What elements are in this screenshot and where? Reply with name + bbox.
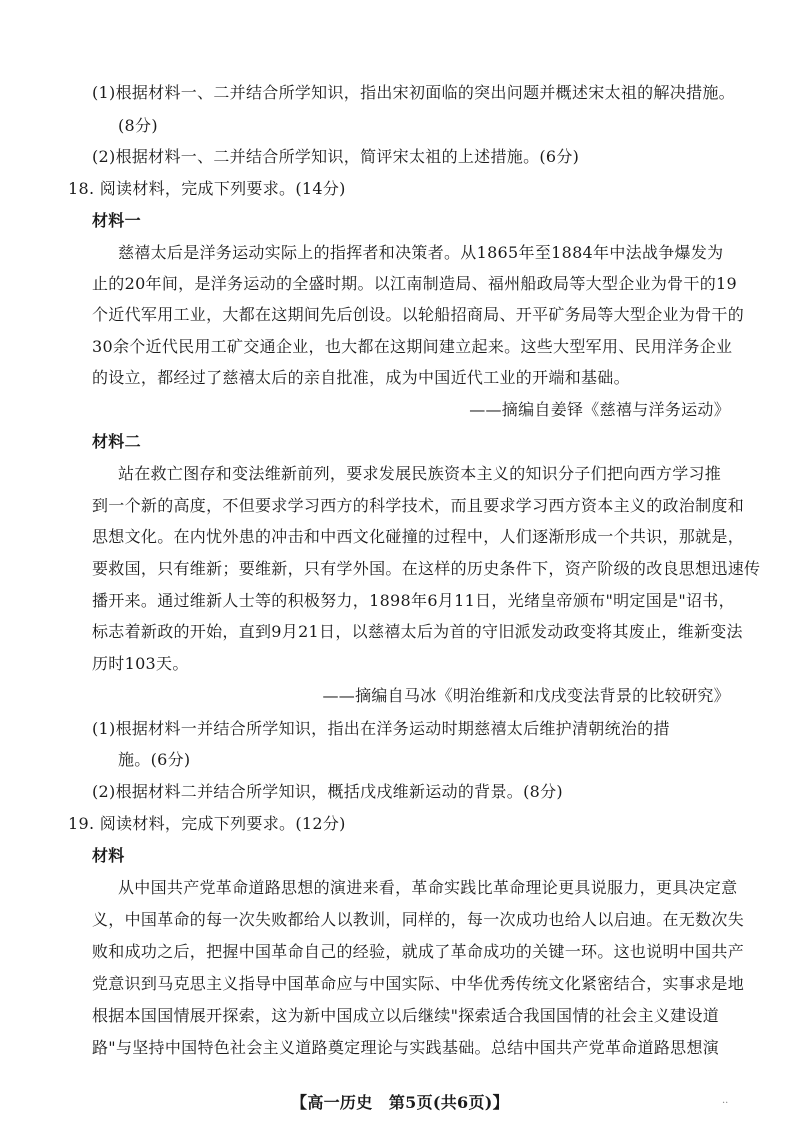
q18-material1-line: 止的20年间，是洋务运动的全盛时期。以江南制造局、福州船政局等大型企业为骨干的19 <box>92 274 738 293</box>
q18-material2-line: 站在救亡图存和变法维新前列，要求发展民族资本主义的知识分子们把向西方学习推 <box>118 464 722 483</box>
q18-material2-line: 思想文化。在内忧外患的冲击和中西文化碰撞的过程中，人们逐渐形成一个共识，那就是， <box>92 527 745 546</box>
q18-material1-line: 的设立，都经过了慈禧太后的亲自批准，成为中国近代工业的开端和基础。 <box>92 368 630 387</box>
q18-heading: 18. 阅读材料，完成下列要求。(14分) <box>68 179 346 198</box>
q18-sub1-line2: 施。(6分) <box>118 750 191 769</box>
page-footer <box>0 1090 800 1113</box>
q19-material-line: 从中国共产党革命道路思想的演进来看，革命实践比革命理论更具说服力，更具决定意 <box>118 878 738 897</box>
q18-material1-line: 30余个近代民用工矿交通企业，也大都在这期间建立起来。这些大型军用、民用洋务企业 <box>92 337 733 356</box>
footer-page-label: 【高一历史 第5页(共6页)】 <box>291 1093 509 1112</box>
q17-sub1-line1: (1)根据材料一、二并结合所学知识，指出宋初面临的突出问题并概述宋太祖的解决措施。 <box>92 83 735 102</box>
q19-material-line: 根据本国国情展开探索，这为新中国成立以后继续"探索适合我国国情的社会主义建设道 <box>92 1006 720 1025</box>
q18-material2-line: 历时103天。 <box>92 654 189 673</box>
q18-material2-line: 到一个新的高度，不但要求学习西方的科学技术，而且要求学习西方资本主义的政治制度和 <box>92 496 745 515</box>
q18-sub2: (2)根据材料二并结合所学知识，概括戊戌维新运动的背景。(8分) <box>92 782 563 801</box>
q18-material1-line: 个近代军用工业，大都在这期间先后创设。以轮船招商局、开平矿务局等大型企业为骨干的 <box>92 305 745 324</box>
q17-sub1-line2: (8分) <box>118 116 158 135</box>
q18-material1-title: 材料一 <box>92 211 141 230</box>
q18-material2-line: 播开来。通过维新人士等的积极努力，1898年6月11日，光绪皇帝颁布"明定国是"诏书， <box>92 591 735 610</box>
corner-mark: ·· <box>722 1098 729 1109</box>
q19-material-line: 义，中国革命的每一次失败都给人以教训，同样的，每一次成功也给人以启迪。在无数次失 <box>92 910 745 929</box>
q18-material1-line: 慈禧太后是洋务运动实际上的指挥者和决策者。从1865年至1884年中法战争爆发为 <box>118 243 724 262</box>
q19-material-line: 党意识到马克思主义指导中国革命应与中国实际、中华优秀传统文化紧密结合，实事求是地 <box>92 974 745 993</box>
q19-material-title: 材料 <box>92 846 125 865</box>
q18-sub1-line1: (1)根据材料一并结合所学知识，指出在洋务运动时期慈禧太后维护清朝统治的措 <box>92 719 670 738</box>
q17-sub2: (2)根据材料一、二并结合所学知识，简评宋太祖的上述措施。(6分) <box>92 147 580 166</box>
q19-heading: 19. 阅读材料，完成下列要求。(12分) <box>68 814 346 833</box>
q18-material1-source: ——摘编自姜铎《慈禧与洋务运动》 <box>469 400 730 419</box>
q18-material2-title: 材料二 <box>92 432 141 451</box>
q18-material2-source: ——摘编自马冰《明治维新和戊戌变法背景的比较研究》 <box>322 686 730 705</box>
q18-material2-line: 标志着新政的开始，直到9月21日，以慈禧太后为首的守旧派发动政变将其废止，维新变法 <box>92 622 743 641</box>
q19-material-line: 路"与坚持中国特色社会主义道路奠定理论与实践基础。总结中国共产党革命道路思想演 <box>92 1038 720 1057</box>
q18-material2-line: 要救国，只有维新；要维新，只有学外国。在这样的历史条件下，资产阶级的改良思想迅速传 <box>92 559 761 578</box>
q19-material-line: 败和成功之后，把握中国革命自己的经验，就成了革命成功的关键一环。这也说明中国共产 <box>92 942 745 961</box>
